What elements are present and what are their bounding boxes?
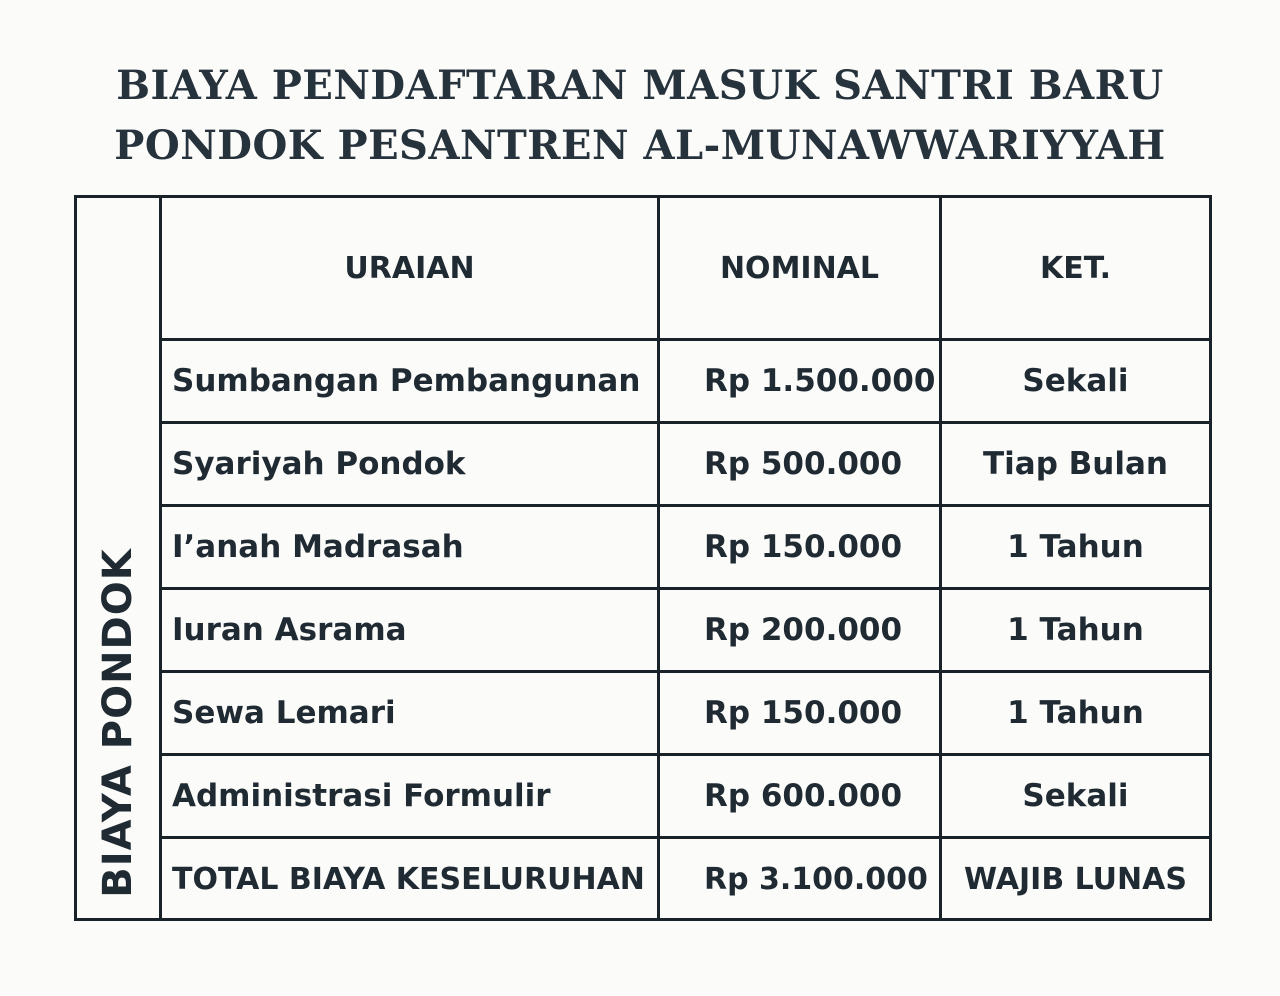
cell-ket: Sekali <box>941 340 1210 423</box>
cell-nominal: Rp 150.000 <box>659 506 941 589</box>
table-row <box>162 340 1209 423</box>
cell-nominal: Rp 200.000 <box>659 589 941 672</box>
total-nominal: Rp 3.100.000 <box>659 838 941 920</box>
header-ket: KET. <box>941 198 1210 340</box>
cell-nominal: Rp 1.500.000 <box>659 340 941 423</box>
cell-nominal: Rp 600.000 <box>659 755 941 838</box>
table-row <box>162 589 1209 672</box>
table-row <box>162 672 1209 755</box>
document-title-line-1: BIAYA PENDAFTARAN MASUK SANTRI BARU <box>116 62 1164 109</box>
table-row <box>162 506 1209 589</box>
cell-ket: 1 Tahun <box>941 672 1210 755</box>
cell-ket: 1 Tahun <box>941 589 1210 672</box>
cell-nominal: Rp 500.000 <box>659 423 941 506</box>
cell-uraian: Administrasi Formulir <box>162 755 659 838</box>
table-header-row <box>162 198 1209 340</box>
total-row <box>162 838 1209 920</box>
cell-uraian: I’anah Madrasah <box>162 506 659 589</box>
side-label: BIAYA PONDOK <box>95 548 141 898</box>
table-row <box>162 423 1209 506</box>
cell-nominal: Rp 150.000 <box>659 672 941 755</box>
table-row <box>162 755 1209 838</box>
cell-uraian: Syariyah Pondok <box>162 423 659 506</box>
cell-uraian: Sewa Lemari <box>162 672 659 755</box>
header-uraian: URAIAN <box>162 198 659 340</box>
document-title-line-2: PONDOK PESANTREN AL-MUNAWWARIYYAH <box>114 122 1166 169</box>
total-ket: WAJIB LUNAS <box>941 838 1210 920</box>
fee-table <box>162 198 1209 919</box>
fee-table-frame <box>74 195 1212 921</box>
cell-ket: Tiap Bulan <box>941 423 1210 506</box>
cell-uraian: Iuran Asrama <box>162 589 659 672</box>
header-nominal: NOMINAL <box>659 198 941 340</box>
cell-ket: Sekali <box>941 755 1210 838</box>
cell-uraian: Sumbangan Pembangunan <box>162 340 659 423</box>
total-uraian: TOTAL BIAYA KESELURUHAN <box>162 838 659 920</box>
cell-ket: 1 Tahun <box>941 506 1210 589</box>
side-label-column <box>77 198 162 918</box>
